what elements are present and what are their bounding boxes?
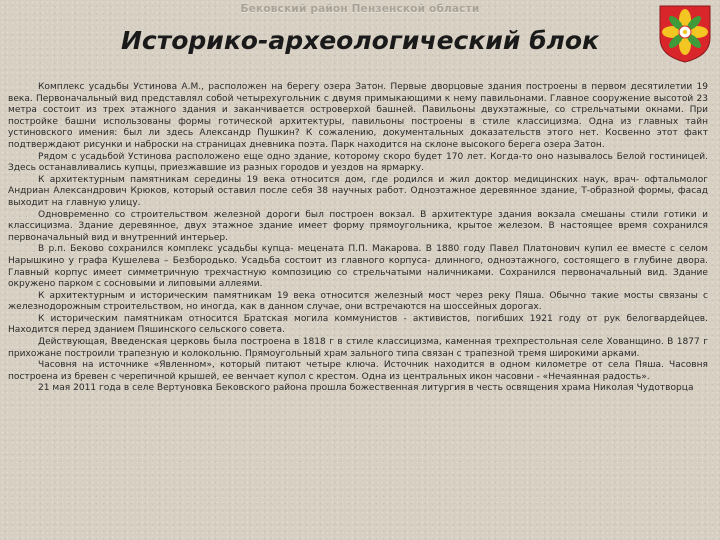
paragraph: Часовня на источнике «Явленном», который питают четыре ключа. Источник находится в одном километре от села Пяша. Часовня построена из бревен с черепичной крышей, ее венчает купол с крестом. Одна из центральных икон часовни - «Нечаянная радость». [8,360,708,382]
paragraph: Рядом с усадьбой Устинова расположено еще одно здание, которому скоро будет 170 лет. Когда-то оно называлось Белой гостиницей. Здесь останавливались купцы, приезжавшие из разных городов и уездов на ярмарку. [8,151,708,174]
paragraph: 21 мая 2011 года в селе Вертуновка Бековского района прошла божественная литургия в честь освящения храма Николая Чудотворца [38,383,694,394]
region-header: Бековский район Пензенской области [240,3,480,15]
article-body [8,82,708,395]
paragraph: Комплекс усадьбы Устинова А.М., расположен на берегу озера Затон. Первые дворцовые здания построены в первом десятилетии 19 века. Первоначальный вид представлял собой четырехугольник с двумя примыкающими к нему павильонами. Главное сооружение высотой 23 метра состоит из трех этажного здания и заканчивается островерхой башней. Павильоны двухэтажные, со стрельчатыми окнами. При постройке башни использованы формы готической архитектуры, павильоны построены в стиле классицизма. Одна из главных тайн устиновского имения: был ли здесь Александр Пушкин? К сожалению, документальных доказательств этого нет. Косвенно этот факт подтверждают рисунки и наброски на страницах дневника поэта. Парк находится на склоне высокого берега озера Затон. [8,82,708,150]
paragraph: К историческим памятникам относится Братская могила коммунистов - активистов, погибших 1921 году от рук белогвардейцев. Находится перед зданием Пяшинского сельского совета. [8,313,708,336]
paragraph: К архитектурным и историческим памятникам 19 века относится железный мост через реку Пяша. Обычно такие мосты связаны с железнодорожным строительством, но иногда, как в данном случае, они встречаются на шоссейных дорогах. [8,290,708,313]
page-title: Историко-археологический блок [121,26,599,55]
paragraph: В р.п. Беково сохранился комплекс усадьбы купца- мецената П.П. Макарова. В 1880 году Павел Платонович купил ее вместе с селом Нарышкино у графа Кушелева – Безбородько. Усадьба состоит из главного корпуса- длинного, одноэтажного, состоящего в глубине двора. Главный корпус имеет симметричную трехчастную композицию со стрельчатыми наличниками. Сохранился первоначальный вид. Здание окружено парком с сосновыми и липовыми аллеями. [8,244,708,290]
paragraph: К архитектурным памятникам середины 19 века относится дом, где родился и жил доктор медицинских наук, врач- офтальмолог Андриан Александрович Крюков, который оставил после себя 38 научных работ. Одноэтажное деревянное здание, Т-образной формы, фасад выходит на главную улицу. [8,174,708,208]
paragraph: Действующая, Введенская церковь была построена в 1818 г в стиле классицизма, каменная трехпрестольная селе Хованщино. В 1877 г прихожане построили трапезную и колокольню. Прямоугольный храм зального типа связан с трапезной тремя широкими арками. [8,337,708,359]
paragraph: Одновременно со строительством железной дороги был построен вокзал. В архитектуре здания вокзала смешаны стили готики и классицизма. Здание деревянное, двух этажное здание имеет форму прямоугольника, крытое железом. В настоящее время сохранился первоначальный вид и внутренний интерьер. [8,209,708,243]
